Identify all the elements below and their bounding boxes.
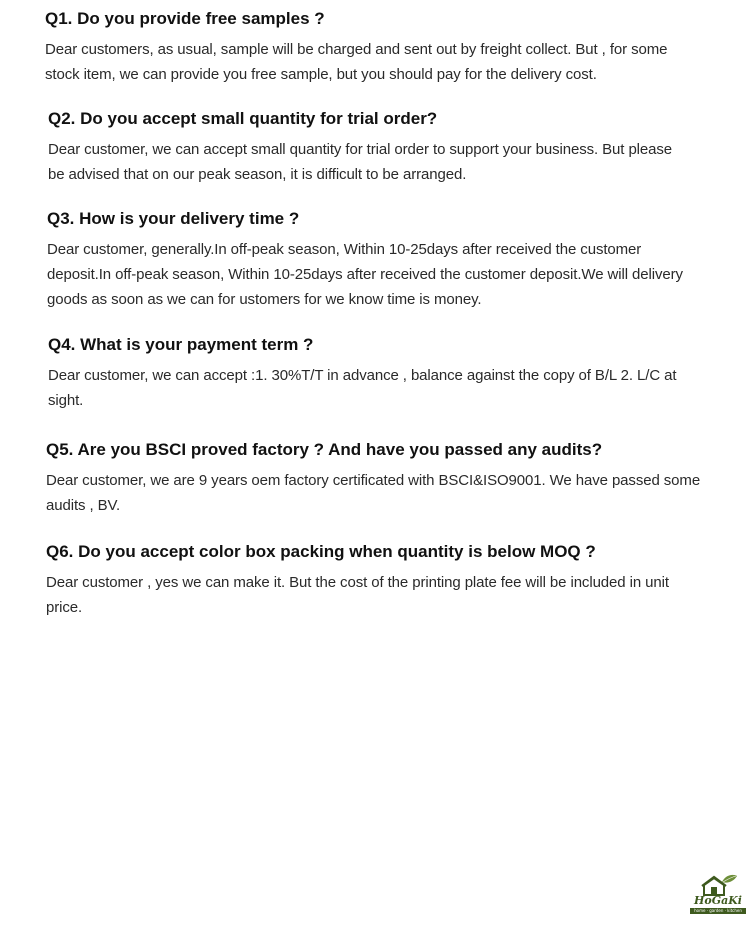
faq-item-q4 [48, 334, 748, 413]
faq-answer: Dear customer, we can accept small quantity for trial order to support your business. But please be advised that on our peak season, it is difficult to be arranged. [48, 141, 673, 183]
faq-answer: Dear customer , yes we can make it. But the cost of the printing plate fee will be included in unit price. [46, 574, 669, 616]
faq-question: Q5. Are you BSCI proved factory ? And have you passed any audits? [46, 440, 603, 459]
faq-question: Q2. Do you accept small quantity for trial order? [48, 109, 438, 128]
faq-question: Q6. Do you accept color box packing when quantity is below MOQ ? [46, 542, 596, 561]
faq-item-q3 [47, 208, 747, 312]
faq-question: Q3. How is your delivery time ? [47, 209, 300, 228]
faq-answer: Dear customers, as usual, sample will be charged and sent out by freight collect. But , for some stock item, we can provide you free sample, but you should pay for the delivery cost. [45, 41, 668, 83]
logo-tagline: home · garden · kitchen [690, 908, 746, 914]
faq-answer: Dear customer, we can accept :1. 30%T/T in advance , balance against the copy of B/L 2. L/C at sight. [48, 367, 677, 409]
logo-wordmark: HoGaKi [694, 894, 742, 907]
faq-question: Q1. Do you provide free samples ? [45, 9, 325, 28]
faq-question: Q4. What is your payment term ? [48, 335, 314, 354]
faq-item-q2 [48, 108, 748, 187]
faq-item-q1 [45, 8, 745, 87]
faq-answer: Dear customer, we are 9 years oem factory certificated with BSCI&ISO9001. We have passed some audits , BV. [46, 472, 701, 514]
faq-item-q6 [46, 541, 746, 620]
faq-answer: Dear customer, generally.In off-peak season, Within 10-25days after received the customer deposit.In off-peak season, Within 10-25days after received the customer deposit.We will delivery goods as soon as we can for ustomers for we know time is money. [47, 241, 683, 308]
brand-logo [690, 873, 746, 917]
faq-item-q5 [46, 439, 746, 518]
